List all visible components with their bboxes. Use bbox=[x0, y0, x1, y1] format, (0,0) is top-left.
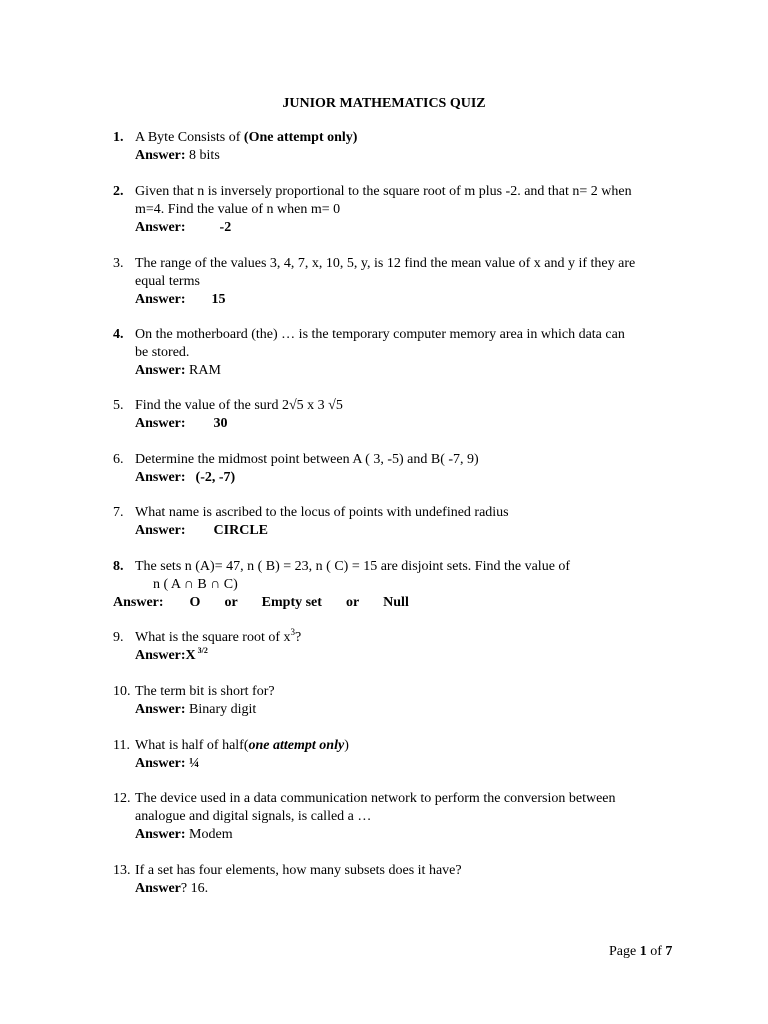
question-text: be stored. bbox=[135, 345, 190, 360]
answer-label: Answer: bbox=[135, 220, 186, 235]
question-number: 9. bbox=[113, 630, 124, 645]
question-3 bbox=[113, 255, 693, 309]
question-text: The term bit is short for? bbox=[135, 684, 275, 699]
answer-text: Binary digit bbox=[185, 702, 257, 717]
question-number: 4. bbox=[113, 327, 124, 342]
question-9: 9. What is the square root of $x^3$? Answer:X $^{3/2}$ bbox=[113, 627, 302, 663]
question-number: 6. bbox=[113, 452, 124, 467]
question-text: equal terms bbox=[135, 274, 200, 289]
question-text: Given that n is inversely proportional to the square root of m plus -2. and that n= 2 when bbox=[135, 184, 632, 199]
question-note: one attempt only bbox=[248, 738, 345, 753]
answer-text: O bbox=[189, 595, 201, 610]
answer-label: Answer: bbox=[135, 702, 186, 717]
answer-superscript: 3/2 bbox=[195, 646, 208, 655]
question-1 bbox=[113, 129, 693, 165]
question-13 bbox=[113, 862, 693, 898]
page-number: 1 bbox=[639, 944, 647, 959]
question-number: 8. bbox=[113, 559, 124, 574]
answer-text: 15 bbox=[211, 292, 226, 307]
answer-label: Answer: bbox=[135, 148, 186, 163]
question-text: The sets n (A)= 47, n ( B) = 23, n ( C) = 15 are disjoint sets. Find the value of bbox=[135, 559, 571, 574]
question-number: 11. bbox=[113, 738, 130, 753]
answer-text: Modem bbox=[185, 827, 233, 842]
answer-text: Empty set bbox=[261, 595, 322, 610]
superscript: 3 bbox=[290, 627, 296, 637]
question-12 bbox=[113, 790, 693, 844]
answer-text: 8 bits bbox=[185, 148, 220, 163]
question-number: 7. bbox=[113, 505, 124, 520]
question-text: If a set has four elements, how many subsets does it have? bbox=[135, 863, 462, 878]
answer-label: Answer: bbox=[135, 292, 186, 307]
answer-text: 30 bbox=[213, 416, 228, 431]
answer-label: Answer: bbox=[135, 827, 186, 842]
question-text: The device used in a data communication network to perform the conversion between bbox=[135, 791, 616, 806]
question-number: 10. bbox=[113, 684, 131, 699]
question-number: 3. bbox=[113, 256, 124, 271]
answer-text: ? 16. bbox=[180, 881, 209, 896]
question-text: The range of the values 3, 4, 7, x, 10, 5, y, is 12 find the mean value of x and y if they are bbox=[135, 256, 636, 271]
page-total: 7 bbox=[665, 944, 673, 959]
page-title: JUNIOR MATHEMATICS QUIZ bbox=[282, 96, 486, 111]
question-text: n ( A ∩ B ∩ C) bbox=[153, 577, 238, 592]
answer-text: CIRCLE bbox=[213, 523, 269, 538]
page-of-label: of bbox=[646, 944, 666, 959]
question-number: 13. bbox=[113, 863, 131, 878]
question-text: On the motherboard (the) … is the temporary computer memory area in which data can bbox=[135, 327, 625, 342]
answer-text: RAM bbox=[185, 363, 221, 378]
question-text: What name is ascribed to the locus of points with undefined radius bbox=[135, 505, 509, 520]
question-text: What is the square root of x bbox=[135, 630, 291, 645]
answer-label: Answer: bbox=[135, 363, 186, 378]
answer-text: Null bbox=[383, 595, 409, 610]
question-5 bbox=[113, 397, 693, 433]
question-number: 2. bbox=[113, 184, 124, 199]
page-label: Page bbox=[609, 944, 640, 959]
question-number: 5. bbox=[113, 398, 124, 413]
answer-text: ¼ bbox=[185, 756, 200, 771]
answer-label: Answer: bbox=[113, 595, 164, 610]
question-text: analogue and digital signals, is called a … bbox=[135, 809, 372, 824]
answer-text: -2 bbox=[219, 220, 232, 235]
question-6 bbox=[113, 451, 693, 487]
question-note: (One attempt only) bbox=[243, 130, 358, 145]
answer-label: Answer: bbox=[135, 523, 186, 538]
question-text: A Byte Consists of bbox=[135, 130, 244, 145]
question-text: What is half of half( bbox=[135, 738, 249, 753]
question-text: Determine the midmost point between A ( 3, -5) and B( -7, 9) bbox=[135, 452, 479, 467]
answer-text: (-2, -7) bbox=[195, 470, 236, 485]
question-11: 11. What is half of half(one attempt only) Answer: ¼ bbox=[113, 738, 349, 771]
question-8 bbox=[113, 558, 693, 612]
question-number: 1. bbox=[113, 130, 124, 145]
answer-label: Answer bbox=[135, 881, 181, 896]
answer-label: Answer:X bbox=[135, 648, 196, 663]
question-7 bbox=[113, 504, 693, 540]
answer-label: Answer: bbox=[135, 470, 186, 485]
page-footer bbox=[609, 943, 672, 961]
question-10 bbox=[113, 683, 693, 719]
question-4 bbox=[113, 326, 693, 380]
question-2 bbox=[113, 183, 693, 237]
answer-label: Answer: bbox=[135, 416, 186, 431]
question-text: m=4. Find the value of n when m= 0 bbox=[135, 202, 341, 217]
answer-text: or bbox=[345, 595, 360, 610]
answer-text: or bbox=[224, 595, 238, 610]
question-number: 12. bbox=[113, 791, 131, 806]
question-text: Find the value of the surd 2√5 x 3 √5 bbox=[135, 398, 343, 413]
answer-label: Answer: bbox=[135, 756, 186, 771]
